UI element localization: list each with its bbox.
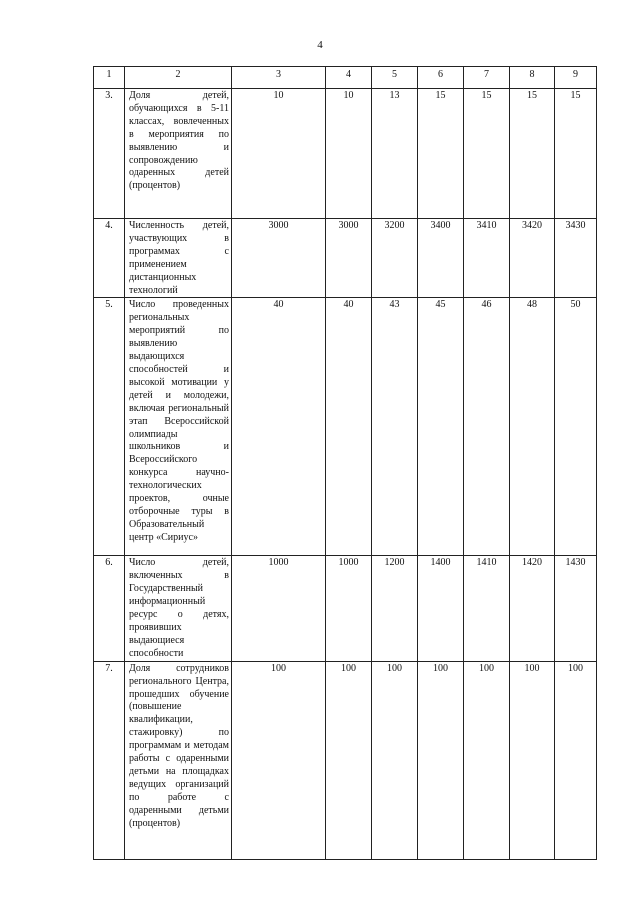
value-cell: 50 (555, 298, 597, 556)
row-number: 3. (94, 89, 125, 219)
header-cell: 6 (418, 67, 464, 89)
row-description: Численность детей, участвующих в программах с применением дистанционных технологий (125, 219, 232, 298)
header-cell: 3 (232, 67, 326, 89)
header-cell: 5 (372, 67, 418, 89)
value-cell: 15 (464, 89, 510, 219)
value-cell: 100 (418, 661, 464, 859)
table-row (94, 298, 597, 556)
value-cell: 3000 (232, 219, 326, 298)
value-cell: 100 (510, 661, 555, 859)
value-cell: 3420 (510, 219, 555, 298)
value-cell: 10 (232, 89, 326, 219)
header-cell: 8 (510, 67, 555, 89)
row-description: Доля детей, обучающихся в 5-11 классах, вовлеченных в мероприятия по выявлению и сопровождению одаренных детей (процентов) (125, 89, 232, 219)
row-number: 5. (94, 298, 125, 556)
value-cell: 100 (555, 661, 597, 859)
value-cell: 100 (464, 661, 510, 859)
value-cell: 10 (326, 89, 372, 219)
table-header-row (94, 67, 597, 89)
value-cell: 1000 (232, 556, 326, 661)
header-cell: 2 (125, 67, 232, 89)
table-row (94, 219, 597, 298)
value-cell: 100 (372, 661, 418, 859)
value-cell: 45 (418, 298, 464, 556)
value-cell: 3400 (418, 219, 464, 298)
value-cell: 3410 (464, 219, 510, 298)
table-row (94, 89, 597, 219)
value-cell: 1000 (326, 556, 372, 661)
value-cell: 1410 (464, 556, 510, 661)
header-cell: 9 (555, 67, 597, 89)
value-cell: 1400 (418, 556, 464, 661)
value-cell: 1200 (372, 556, 418, 661)
row-number: 4. (94, 219, 125, 298)
row-number: 6. (94, 556, 125, 661)
value-cell: 3000 (326, 219, 372, 298)
row-description: Число детей, включенных в Государственный информационный ресурс о детях, проявивших выдающиеся способности (125, 556, 232, 661)
table-row (94, 661, 597, 859)
value-cell: 15 (418, 89, 464, 219)
table-row (94, 556, 597, 661)
value-cell: 15 (555, 89, 597, 219)
value-cell: 100 (326, 661, 372, 859)
value-cell: 46 (464, 298, 510, 556)
header-cell: 7 (464, 67, 510, 89)
value-cell: 3200 (372, 219, 418, 298)
page-number: 4 (317, 39, 323, 51)
value-cell: 15 (510, 89, 555, 219)
header-cell: 1 (94, 67, 125, 89)
value-cell: 1430 (555, 556, 597, 661)
row-description: Число проведенных региональных мероприятий по выявлению выдающихся способностей и высокой мотивации у детей и молодежи, включая региональный этап Всероссийской олимпиады школьников и Всероссийского конкурса научно-технологических проектов, очные отборочные туры в Образовательный центр «Сириус» (125, 298, 232, 556)
value-cell: 40 (232, 298, 326, 556)
value-cell: 100 (232, 661, 326, 859)
value-cell: 13 (372, 89, 418, 219)
value-cell: 43 (372, 298, 418, 556)
value-cell: 40 (326, 298, 372, 556)
header-cell: 4 (326, 67, 372, 89)
row-number: 7. (94, 661, 125, 859)
value-cell: 48 (510, 298, 555, 556)
value-cell: 3430 (555, 219, 597, 298)
value-cell: 1420 (510, 556, 555, 661)
indicators-table (93, 66, 597, 860)
row-description: Доля сотрудников регионального Центра, прошедших обучение (повышение квалификации, стажировку) по программам и методам работы с одаренными детьми на площадках ведущих организаций по работе с одаренными детьми (процентов) (125, 661, 232, 859)
